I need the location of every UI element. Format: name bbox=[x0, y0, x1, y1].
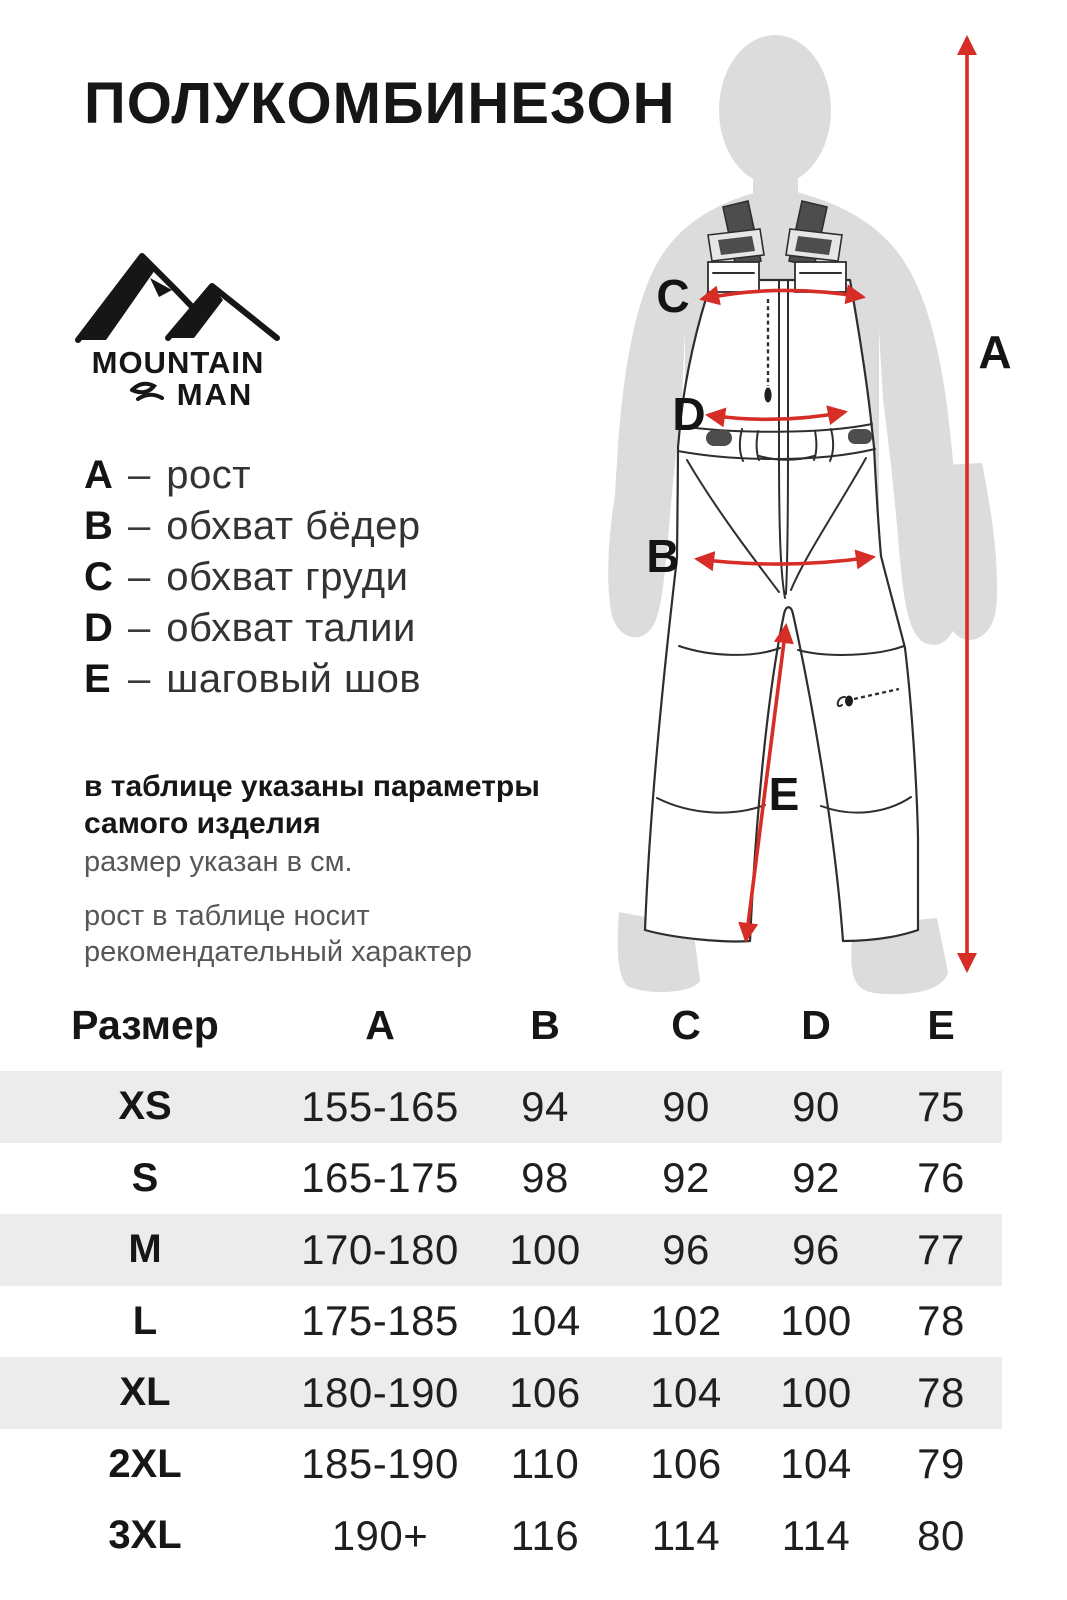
value-cell: 104 bbox=[650, 1368, 722, 1416]
value-cell: 185-190 bbox=[301, 1440, 459, 1488]
column-header-e: E bbox=[927, 1001, 955, 1048]
value-cell: 77 bbox=[917, 1225, 965, 1273]
table-row-l bbox=[0, 1286, 1002, 1358]
value-cell: 104 bbox=[780, 1440, 852, 1488]
brand-name-line2: MAN bbox=[176, 377, 254, 412]
waist-adjuster-right bbox=[848, 429, 872, 444]
value-cell: 114 bbox=[781, 1511, 851, 1559]
legend-separator: – bbox=[128, 504, 151, 548]
legend-item-c bbox=[84, 552, 421, 603]
value-cell: 102 bbox=[650, 1297, 722, 1345]
left-strap-tab bbox=[708, 262, 759, 292]
legend-letter-b: B bbox=[84, 504, 113, 548]
brand-logo bbox=[72, 242, 290, 414]
size-cell: XS bbox=[118, 1084, 172, 1129]
value-cell: 92 bbox=[792, 1154, 840, 1202]
value-cell: 75 bbox=[917, 1082, 965, 1130]
size-cell: S bbox=[131, 1155, 159, 1200]
size-cell: M bbox=[128, 1227, 162, 1272]
size-cell: XL bbox=[119, 1370, 171, 1415]
value-cell: 155-165 bbox=[301, 1082, 459, 1130]
value-cell: 165-175 bbox=[301, 1154, 459, 1202]
value-cell: 80 bbox=[917, 1511, 965, 1559]
legend-separator: – bbox=[128, 657, 151, 701]
measure-label-b: B bbox=[646, 530, 680, 582]
column-header-d: D bbox=[801, 1001, 831, 1048]
waist-adjuster-left bbox=[706, 430, 732, 446]
value-cell: 76 bbox=[917, 1154, 965, 1202]
value-cell: 90 bbox=[792, 1082, 840, 1130]
size-cell: L bbox=[132, 1298, 158, 1343]
table-row-m bbox=[0, 1214, 1002, 1286]
value-cell: 104 bbox=[509, 1297, 581, 1345]
note-height-disclaimer: рост в таблице носит рекомендательный характер bbox=[84, 900, 472, 968]
brand-name-line1: MOUNTAIN bbox=[91, 345, 265, 380]
legend-label-c: обхват груди bbox=[166, 555, 409, 599]
value-cell: 170-180 bbox=[301, 1225, 459, 1273]
value-cell: 114 bbox=[651, 1511, 721, 1559]
brand-squiggle-icon bbox=[132, 384, 162, 399]
value-cell: 180-190 bbox=[301, 1368, 459, 1416]
value-cell: 100 bbox=[780, 1297, 852, 1345]
legend-separator: – bbox=[128, 606, 151, 650]
measure-label-a: A bbox=[978, 326, 1012, 378]
value-cell: 100 bbox=[780, 1368, 852, 1416]
value-cell: 98 bbox=[521, 1154, 569, 1202]
table-row-2xl bbox=[0, 1429, 1002, 1501]
value-cell: 190+ bbox=[331, 1511, 429, 1559]
legend-item-b bbox=[84, 501, 421, 552]
legend-letter-d: D bbox=[84, 606, 113, 650]
column-header-c: C bbox=[671, 1001, 701, 1048]
measure-label-c: C bbox=[656, 270, 690, 322]
legend-item-d bbox=[84, 603, 421, 654]
value-cell: 106 bbox=[650, 1440, 722, 1488]
value-cell: 92 bbox=[662, 1154, 710, 1202]
measure-label-d: D bbox=[672, 388, 706, 440]
size-table-header bbox=[0, 993, 1002, 1057]
column-header-a: A bbox=[365, 1001, 395, 1048]
legend-item-e bbox=[84, 654, 421, 705]
garment-diagram bbox=[587, 0, 1067, 1000]
legend-separator: – bbox=[128, 453, 151, 497]
note-units: размер указан в см. bbox=[84, 846, 353, 878]
value-cell: 96 bbox=[792, 1225, 840, 1273]
note-product-parameters: в таблице указаны параметры самого изделия bbox=[84, 770, 540, 840]
value-cell: 78 bbox=[917, 1368, 965, 1416]
legend-separator: – bbox=[128, 555, 151, 599]
mountain-icon bbox=[78, 256, 277, 340]
value-cell: 110 bbox=[510, 1440, 580, 1488]
value-cell: 78 bbox=[917, 1297, 965, 1345]
value-cell: 175-185 bbox=[301, 1297, 459, 1345]
legend-item-a bbox=[84, 450, 421, 501]
table-row-s bbox=[0, 1143, 1002, 1215]
measure-label-e: E bbox=[768, 768, 800, 820]
size-cell: 3XL bbox=[108, 1513, 182, 1558]
size-cell: 2XL bbox=[108, 1441, 182, 1486]
value-cell: 94 bbox=[521, 1082, 569, 1130]
legend-label-e: шаговый шов bbox=[166, 657, 422, 701]
value-cell: 90 bbox=[662, 1082, 710, 1130]
column-header-size: Размер bbox=[71, 1001, 219, 1048]
legend-label-a: рост bbox=[166, 453, 252, 497]
legend-letter-c: C bbox=[84, 555, 113, 599]
value-cell: 79 bbox=[917, 1440, 965, 1488]
legend-label-b: обхват бёдер bbox=[166, 504, 421, 548]
size-table-body bbox=[0, 1071, 1002, 1572]
legend-letter-e: E bbox=[84, 657, 111, 701]
measurement-legend bbox=[84, 450, 421, 705]
table-row-xs bbox=[0, 1071, 1002, 1143]
right-strap-tab bbox=[795, 262, 846, 292]
value-cell: 96 bbox=[662, 1225, 710, 1273]
legend-letter-a: A bbox=[84, 453, 113, 497]
value-cell: 100 bbox=[509, 1225, 581, 1273]
page-title: ПОЛУКОМБИНЕЗОН bbox=[84, 71, 676, 136]
value-cell: 106 bbox=[509, 1368, 581, 1416]
table-row-3xl bbox=[0, 1500, 1002, 1572]
legend-label-d: обхват талии bbox=[166, 606, 416, 650]
table-row-xl bbox=[0, 1357, 1002, 1429]
column-header-b: B bbox=[530, 1001, 560, 1048]
value-cell: 116 bbox=[510, 1511, 580, 1559]
